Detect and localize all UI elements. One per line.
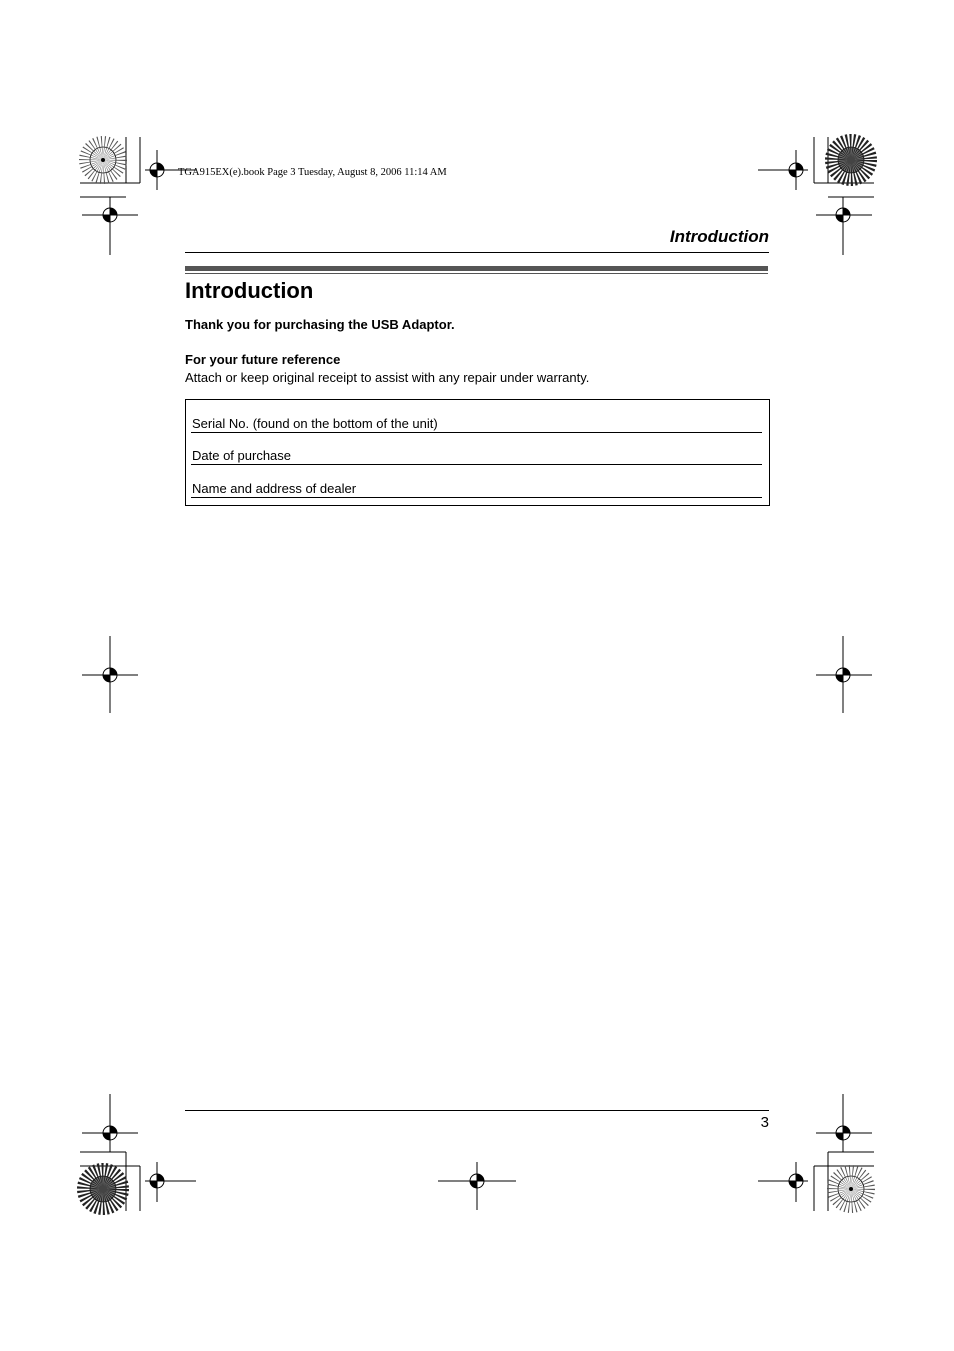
dealer-label: Name and address of dealer bbox=[192, 481, 357, 496]
bottom-center-registration-icon bbox=[470, 1174, 484, 1188]
bottom-right-sunburst-icon bbox=[838, 1176, 864, 1202]
top-left-side-registration-icon bbox=[103, 208, 117, 222]
serial-number-field bbox=[191, 408, 762, 433]
purchase-date-label: Date of purchase bbox=[192, 448, 292, 463]
top-left-sunburst-icon bbox=[90, 147, 116, 173]
reference-body: Attach or keep original receipt to assist with any repair under warranty. bbox=[185, 370, 590, 385]
top-left-registration-icon bbox=[150, 163, 164, 177]
title-bar-thin-rule bbox=[185, 273, 768, 274]
right-middle-registration-icon bbox=[836, 668, 850, 682]
reference-heading: For your future reference bbox=[185, 352, 341, 367]
book-info-slug: TGA915EX(e).book Page 3 Tuesday, August 8, 2006 11:14 AM bbox=[178, 167, 447, 178]
serial-number-label: Serial No. (found on the bottom of the unit) bbox=[192, 416, 438, 431]
header-rule bbox=[185, 252, 769, 253]
footer-rule bbox=[185, 1110, 769, 1111]
dealer-field bbox=[191, 473, 762, 498]
bottom-right-side-registration-icon bbox=[836, 1126, 850, 1140]
title-bar bbox=[185, 266, 768, 271]
running-head: Introduction bbox=[669, 227, 769, 246]
bottom-right-registration-icon bbox=[789, 1174, 803, 1188]
left-middle-registration-icon bbox=[103, 668, 117, 682]
middle-side-marks bbox=[82, 636, 872, 713]
bottom-left-side-registration-icon bbox=[103, 1126, 117, 1140]
top-right-side-registration-icon bbox=[836, 208, 850, 222]
top-right-sunburst-icon bbox=[838, 147, 864, 173]
page-title: Introduction bbox=[185, 278, 314, 303]
thank-you-text: Thank you for purchasing the USB Adaptor. bbox=[185, 317, 455, 332]
bottom-left-sunburst-icon bbox=[90, 1176, 116, 1202]
purchase-date-field bbox=[191, 440, 762, 465]
top-right-registration-icon bbox=[789, 163, 803, 177]
purchase-record-box bbox=[185, 399, 770, 506]
page-number: 3 bbox=[760, 1114, 769, 1131]
bottom-left-registration-icon bbox=[150, 1174, 164, 1188]
